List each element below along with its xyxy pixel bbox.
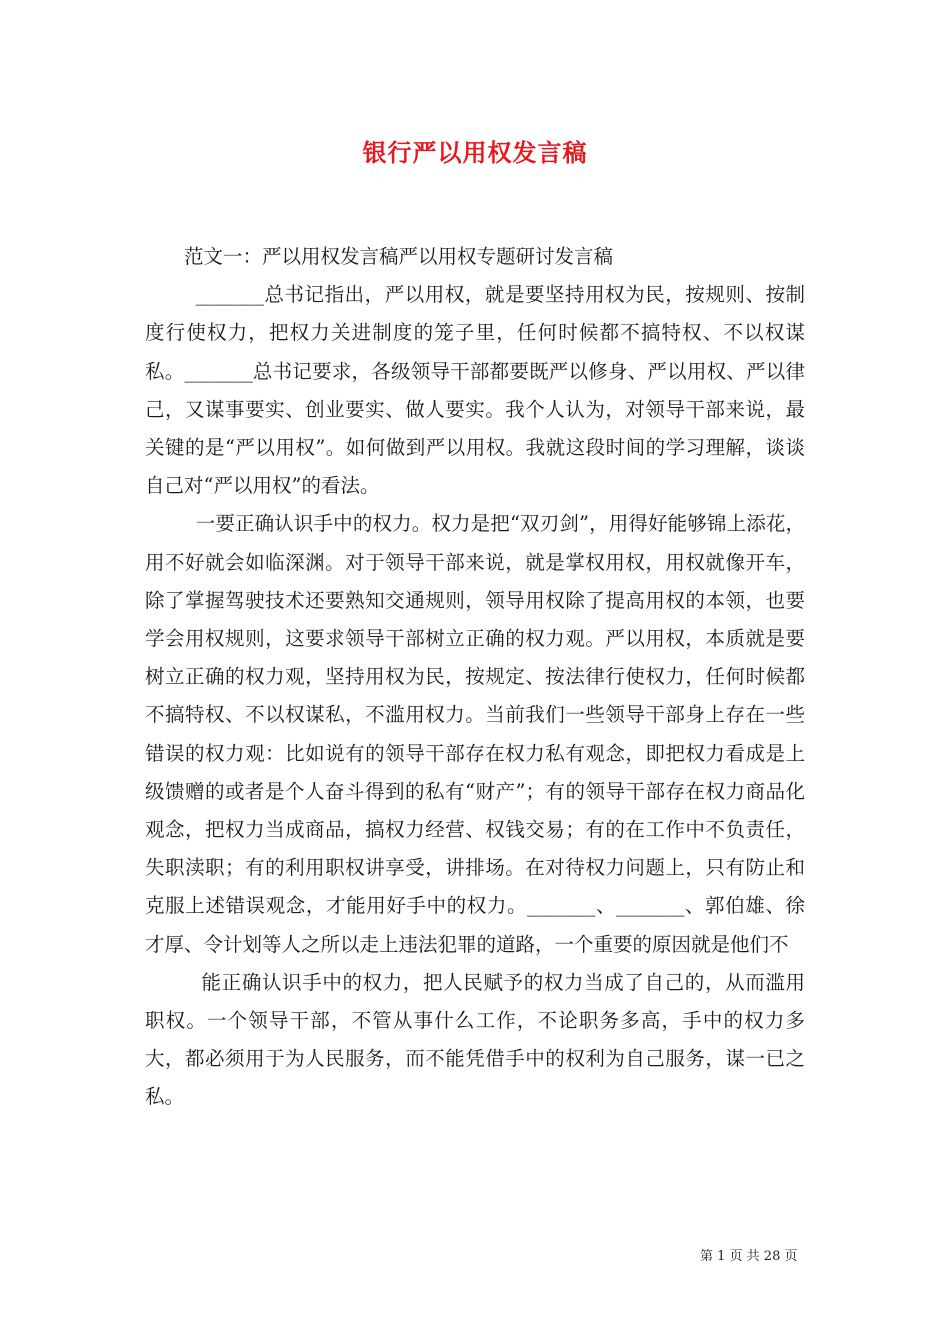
document-body xyxy=(145,238,805,1117)
page-number: 第 1 页 共 28 页 xyxy=(700,1249,798,1264)
paragraph-conclusion: 能正确认识手中的权力，把人民赋予的权力当成了自己的，从而滥用职权。一个领导干部，不管从事什么工作，不论职务多高，手中的权力多大，都必须用于为人民服务，而不能凭借手中的权利为自己服务，谋一已之私。 xyxy=(145,970,805,1109)
paragraph-heading: 范文一：严以用权发言稿严以用权专题研讨发言稿 xyxy=(184,245,614,268)
document-title: 银行严以用权发言稿 xyxy=(362,138,588,167)
paragraph-power: 一要正确认识手中的权力。权力是把“双刃剑”，用得好能够锦上添花，用不好就会如临深渊。对于领导干部来说，就是掌权用权，用权就像开车，除了掌握驾驶技术还要熟知交通规则，领导用权除了提高用权的本领，也要学会用权规则，这要求领导干部树立正确的权力观。严以用权，本质就是要树立正确的权力观，坚持用权为民，按规定、按法律行使权力，任何时候都不搞特权、不以权谋私，不滥用权力。当前我们一些领导干部身上存在一些错误的权力观：比如说有的领导干部存在权力私有观念，即把权力看成是上级馈赠的或者是个人奋斗得到的私有“财产”；有的领导干部存在权力商品化观念，把权力当成商品，搞权力经营、权钱交易；有的在工作中不负责任，失职渎职；有的利用职权讲享受，讲排场。在对待权力问题上，只有防止和克服上述错误观念，才能用好手中的权力。_______、_______、郭伯雄、徐才厚、令计划等人之所以走上违法犯罪的道路，一个重要的原因就是他们不 xyxy=(145,512,805,956)
paragraph-intro: _______总书记指出，严以用权，就是要坚持用权为民，按规则、按制度行使权力，把权力关进制度的笼子里，任何时候都不搞特权、不以权谋私。_______总书记要求，各级领导干部都要既严以修身、严以用权、严以律己，又谋事要实、创业要实、做人要实。我个人认为，对领导干部来说，最关键的是“严以用权”。如何做到严以用权。我就这段时间的学习理解，谈谈自己对“严以用权”的看法。 xyxy=(145,283,805,498)
